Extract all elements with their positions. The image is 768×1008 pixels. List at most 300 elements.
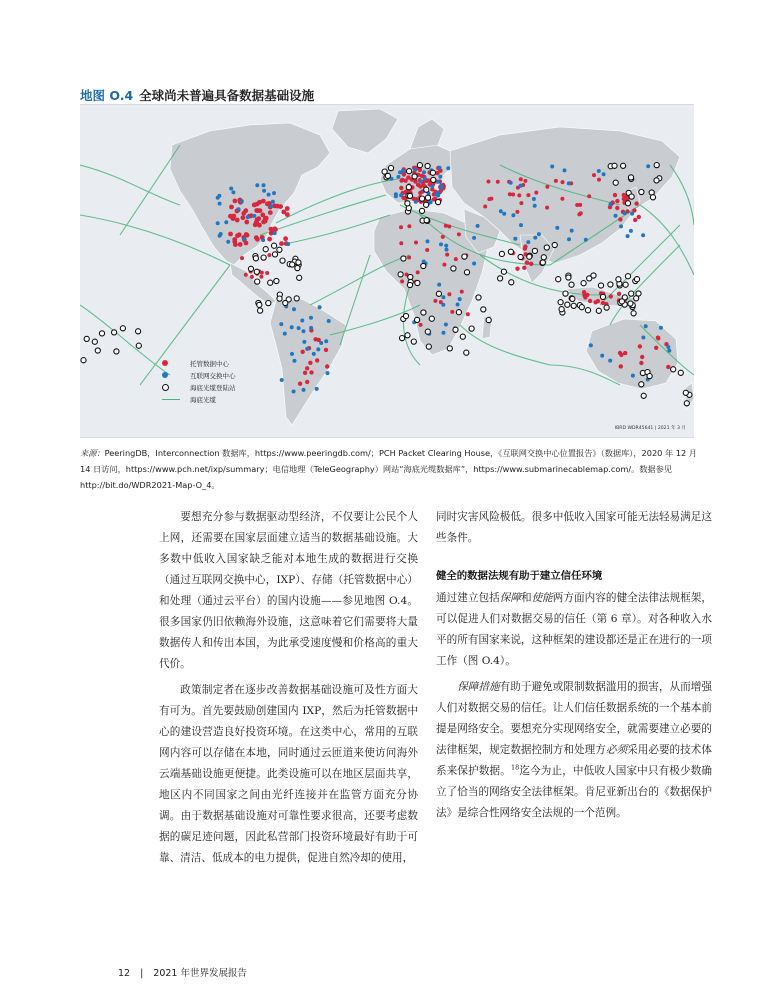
cable-path xyxy=(670,165,694,225)
data-center-marker xyxy=(522,266,526,270)
ixp-marker xyxy=(272,191,276,195)
ixp-marker xyxy=(246,215,250,219)
ixp-marker xyxy=(445,248,449,252)
landing-station-marker xyxy=(255,279,260,284)
landing-station-marker xyxy=(613,180,618,185)
right-column xyxy=(436,507,712,824)
landing-station-marker xyxy=(400,336,405,341)
landing-station-marker xyxy=(585,308,590,313)
landing-station-marker xyxy=(294,296,299,301)
ixp-marker xyxy=(286,242,290,246)
text-run: 迄今为止，中低收人国家中只有极少数确立了恰当的网络安全法律框架。肯尼亚新出台的《数据保护法》是综合性网络安全法规的一个范例。 xyxy=(436,765,713,819)
landing-station-marker xyxy=(120,326,125,331)
landing-station-marker xyxy=(569,282,574,287)
landing-station-marker xyxy=(581,281,586,286)
legend-item-data-center xyxy=(162,358,229,368)
data-center-marker xyxy=(534,191,538,195)
text-run: 采用必要的技术体系来保护数据。 xyxy=(436,744,713,777)
source-text: PeeringDB，Interconnection 数据库，https://www.peeringdb.com/；PCH Packet Clearing House，《互联网交换中心位置报告》（数据库），2020 年 12 月 14 日访问，https://www.pch.net/ixp/summary；电信地理（TeleGeography）网站“海底光缆数据库”，https://www.submarinecablemap.com/。数据参见 http://bit.do/WDR2021-Map-O_4。 xyxy=(80,448,697,490)
ixp-marker xyxy=(319,341,323,345)
landing-station-marker xyxy=(406,185,411,190)
map-title-text: 全球尚未普遍具备数据基础设施 xyxy=(139,88,315,103)
landing-station-marker xyxy=(254,269,259,274)
data-center-marker xyxy=(259,275,263,279)
ixp-marker xyxy=(550,165,554,169)
landing-station-marker xyxy=(420,196,425,201)
ixp-marker xyxy=(563,168,567,172)
data-center-marker xyxy=(308,361,312,365)
ixp-marker xyxy=(324,339,328,343)
landing-station-marker xyxy=(518,254,523,259)
data-center-marker xyxy=(487,197,491,201)
ixp-marker xyxy=(476,224,480,228)
data-center-marker xyxy=(240,256,244,260)
landing-station-marker xyxy=(297,275,302,280)
ixp-marker xyxy=(429,200,433,204)
ixp-marker xyxy=(513,237,517,241)
ixp-marker xyxy=(526,240,530,244)
data-center-marker xyxy=(265,202,270,207)
data-center-marker xyxy=(425,248,429,252)
data-center-marker xyxy=(447,225,451,229)
data-center-marker xyxy=(399,178,403,182)
footer-separator: | xyxy=(140,968,144,979)
data-center-marker xyxy=(244,220,249,225)
data-center-marker xyxy=(301,350,305,354)
ixp-marker xyxy=(273,231,277,235)
ixp-marker xyxy=(297,326,301,330)
footnote-ref[interactable]: 18 xyxy=(510,763,520,772)
data-center-marker xyxy=(275,204,280,209)
data-center-marker xyxy=(260,271,264,275)
landing-station-marker xyxy=(591,273,596,278)
ixp-marker xyxy=(414,200,418,204)
data-center-marker xyxy=(407,224,411,228)
landing-station-marker xyxy=(268,280,273,285)
data-center-marker xyxy=(450,310,454,314)
ixp-marker xyxy=(608,359,612,363)
ixp-marker xyxy=(667,349,671,353)
ixp-marker xyxy=(441,303,445,307)
landing-station-marker xyxy=(598,283,603,288)
ixp-marker xyxy=(434,193,438,197)
data-center-marker xyxy=(579,211,583,215)
data-center-marker xyxy=(267,253,271,257)
ixp-marker xyxy=(629,229,633,233)
source-label: 来源： xyxy=(80,448,105,458)
paragraph xyxy=(436,588,712,672)
source-note xyxy=(80,445,700,493)
north-america xyxy=(170,123,330,265)
legend-label: 互联网交换中心 xyxy=(190,371,236,380)
landing-station-marker xyxy=(430,170,435,175)
ixp-marker xyxy=(283,332,287,336)
landing-station-marker xyxy=(571,303,576,308)
data-center-marker xyxy=(433,299,437,303)
data-center-marker xyxy=(561,180,565,184)
landing-station-marker xyxy=(508,249,513,254)
landing-station-marker xyxy=(398,272,403,277)
data-center-marker xyxy=(457,232,461,236)
landing-station-marker xyxy=(407,193,412,198)
cable-path xyxy=(280,215,390,245)
ixp-marker xyxy=(584,238,588,242)
data-center-marker xyxy=(666,365,670,369)
data-center-marker xyxy=(244,273,248,277)
landing-station-marker xyxy=(540,260,545,265)
ixp-marker xyxy=(589,343,593,347)
ixp-marker xyxy=(309,326,313,330)
data-center-marker xyxy=(403,179,407,183)
data-center-marker xyxy=(228,232,233,237)
ixp-marker xyxy=(224,220,228,224)
ixp-marker xyxy=(619,224,623,228)
ixp-marker xyxy=(252,214,256,218)
data-center-marker xyxy=(483,205,487,209)
landing-station-marker xyxy=(654,178,659,183)
landing-station-marker xyxy=(411,339,416,344)
ixp-marker xyxy=(626,234,630,238)
ixp-marker xyxy=(302,340,306,344)
data-center-marker xyxy=(634,201,638,205)
landing-station-marker xyxy=(447,346,452,351)
landing-station-marker xyxy=(415,280,420,285)
ixp-marker xyxy=(231,190,235,194)
ixp-marker xyxy=(600,354,604,358)
page-number: 12 xyxy=(118,968,131,979)
data-center-marker xyxy=(517,193,521,197)
ixp-marker xyxy=(436,180,440,184)
data-center-marker xyxy=(241,211,246,216)
ixp-marker xyxy=(300,319,304,323)
data-center-marker xyxy=(487,180,491,184)
landing-station-marker xyxy=(425,329,430,334)
cable-path xyxy=(80,165,180,205)
landing-station-marker xyxy=(625,201,630,206)
landing-station-marker xyxy=(671,367,676,372)
landing-station-marker xyxy=(112,330,117,335)
data-center-marker xyxy=(418,168,422,172)
landing-station-marker xyxy=(629,291,634,296)
landing-station-marker xyxy=(424,202,429,207)
landing-station-marker xyxy=(616,277,621,282)
data-center-marker xyxy=(268,210,273,215)
text-run: 两方面内容的健全法律法规框架，可以促进人们对数据交易的信任（第 6 章）。对各种收入水平的所有国家来说，这种框架的建设都还是正在进行的一项工作（图 O.4）。 xyxy=(436,592,713,667)
text-run: 有助于避免或限制数据滥用的损害，从而增强人们对数据交易的信任。让人们信任数据系统的一个基本前提是网络安全。要想充分实现网络安全，就需要建立必要的法律框架，规定数据控制方和处理方 xyxy=(436,681,713,756)
data-center-marker xyxy=(601,301,605,305)
landing-station-marker xyxy=(424,187,429,192)
ixp-marker xyxy=(533,236,537,240)
data-center-marker xyxy=(281,210,286,215)
landing-station-marker xyxy=(636,291,641,296)
ixp-marker xyxy=(597,169,601,173)
landing-station-marker xyxy=(451,266,456,271)
landing-station-marker xyxy=(272,252,277,257)
map-id-note: IBRD WDR45641 | 2021 年 3 月 xyxy=(614,426,686,431)
data-center-marker xyxy=(255,237,260,242)
ixp-marker xyxy=(309,316,313,320)
landing-station-marker xyxy=(541,255,546,260)
landing-station-marker xyxy=(619,299,624,304)
data-center-marker xyxy=(265,271,269,275)
scandinavia xyxy=(410,119,444,149)
data-center-marker xyxy=(640,355,644,359)
map-title xyxy=(80,86,314,104)
data-center-marker xyxy=(400,279,404,283)
data-center-marker xyxy=(325,364,329,368)
landing-station-marker xyxy=(631,311,636,316)
ixp-marker xyxy=(614,214,618,218)
landing-station-marker xyxy=(570,296,575,301)
ixp-marker xyxy=(438,166,442,170)
landing-station-marker xyxy=(464,350,469,355)
landing-station-marker xyxy=(460,334,465,339)
ixp-marker xyxy=(666,345,670,349)
landing-station-marker xyxy=(114,349,119,354)
data-center-marker xyxy=(454,257,458,261)
data-center-marker xyxy=(309,370,313,374)
ixp-marker xyxy=(532,197,536,201)
data-center-marker xyxy=(554,179,558,183)
landing-station-marker xyxy=(401,256,406,261)
landing-station-marker xyxy=(566,275,571,280)
landing-station-marker xyxy=(469,326,474,331)
section-heading: 健全的数据法规有助于建立信任环境 xyxy=(436,570,603,582)
landing-station-marker xyxy=(436,200,441,205)
ixp-marker xyxy=(398,170,402,174)
landing-station-marker xyxy=(621,163,626,168)
data-center-marker xyxy=(637,215,641,219)
data-center-marker xyxy=(525,261,529,265)
data-center-marker xyxy=(523,246,527,250)
data-center-marker xyxy=(638,344,642,348)
landing-station-marker xyxy=(481,307,486,312)
landing-station-marker xyxy=(81,358,86,363)
landing-station-marker xyxy=(639,382,644,387)
ixp-marker xyxy=(318,305,322,309)
landing-station-marker xyxy=(421,263,426,268)
ixp-marker xyxy=(519,184,523,188)
landing-station-marker xyxy=(600,294,605,299)
ixp-marker xyxy=(555,226,559,230)
landing-station-marker xyxy=(258,308,263,313)
ixp-marker xyxy=(602,172,606,176)
landing-station-marker xyxy=(650,195,655,200)
legend-label: 海底光缆 xyxy=(190,395,216,404)
legend-label: 托管数据中心 xyxy=(190,359,229,368)
data-center-marker xyxy=(615,206,619,210)
ixp-marker xyxy=(219,232,223,236)
landing-station-marker xyxy=(623,282,628,287)
ixp-marker xyxy=(262,183,266,187)
ixp-marker xyxy=(646,164,650,168)
legend-item-cable xyxy=(162,394,216,404)
landing-station-marker xyxy=(501,269,506,274)
data-center-marker xyxy=(615,199,619,203)
ixp-marker xyxy=(472,262,476,266)
landing-station-marker xyxy=(253,256,258,261)
landing-station-marker xyxy=(453,327,458,332)
paragraph: 要想充分参与数据驱动型经济，不仅要让公民个人上网，还需要在国家层面建立适当的数据基础设施。大多数中低收入国家缺乏能对本地生成的数据进行交换（通过互联网交换中心，IXP）、存储（托管数据中心）和处理（通过云平台）的国内设施——参见地图 O.4。很多国家仍旧依赖海外设施，这意味着它们需要将大量数据传人和传出本国，为此承受速度慢和价格高的重大代价。 xyxy=(159,511,418,670)
ixp-marker xyxy=(439,183,443,187)
data-center-marker xyxy=(238,242,243,247)
landing-station-marker xyxy=(544,245,549,250)
landing-station-marker xyxy=(641,393,646,398)
left-column xyxy=(159,507,418,869)
ixp-marker xyxy=(396,175,400,179)
landing-station-marker xyxy=(421,310,426,315)
landing-station-marker xyxy=(248,266,253,271)
data-center-marker xyxy=(519,201,523,205)
data-center-marker xyxy=(263,219,268,224)
landing-station-marker xyxy=(499,251,504,256)
ixp-marker xyxy=(641,336,645,340)
data-center-marker xyxy=(414,241,418,245)
landing-station-marker xyxy=(684,401,689,406)
report-title: 2021 年世界发展报告 xyxy=(153,968,247,979)
data-center-marker xyxy=(303,371,307,375)
ixp-marker xyxy=(293,359,297,363)
ixp-marker xyxy=(644,324,648,328)
ixp-marker xyxy=(511,213,515,217)
landing-station-marker xyxy=(136,329,141,334)
landing-station-marker xyxy=(280,258,285,263)
data-center-marker xyxy=(315,358,319,362)
data-center-marker xyxy=(515,210,519,214)
landing-station-marker xyxy=(654,163,659,168)
legend-item-landing-station xyxy=(162,382,236,392)
ixp-marker xyxy=(226,240,230,244)
data-center-marker xyxy=(519,177,523,181)
data-center-marker xyxy=(256,208,261,213)
ixp-marker xyxy=(305,347,309,351)
ixp-marker xyxy=(458,297,462,301)
ixp-marker xyxy=(631,374,635,378)
ixp-marker xyxy=(413,168,417,172)
ixp-marker xyxy=(641,233,645,237)
ixp-marker xyxy=(290,325,294,329)
landing-station-marker xyxy=(628,175,633,180)
data-center-marker xyxy=(283,236,288,241)
data-center-marker xyxy=(526,193,530,197)
data-center-marker xyxy=(250,275,254,279)
ixp-marker xyxy=(502,212,506,216)
map-number: 地图 O.4 xyxy=(80,88,134,103)
landing-station-marker xyxy=(277,296,282,301)
landing-station-marker xyxy=(563,291,568,296)
data-center-marker xyxy=(305,380,309,384)
data-center-marker xyxy=(460,290,464,294)
landing-station-marker xyxy=(415,317,420,322)
landing-station-marker xyxy=(565,302,570,307)
data-center-marker xyxy=(244,241,249,246)
ixp-marker xyxy=(399,193,403,197)
data-center-marker xyxy=(233,199,238,204)
landing-station-marker xyxy=(424,218,429,223)
landing-station-marker xyxy=(277,247,282,252)
ixp-marker xyxy=(271,200,275,204)
data-center-marker xyxy=(588,299,592,303)
text-run: 通过建立包括 xyxy=(436,592,500,604)
ixp-marker xyxy=(262,189,266,193)
ixp-marker xyxy=(441,295,445,299)
landing-station-marker xyxy=(556,277,561,282)
data-center-marker xyxy=(618,217,622,221)
data-center-marker xyxy=(285,206,290,211)
landing-station-marker xyxy=(532,248,537,253)
landing-station-marker xyxy=(92,339,97,344)
landing-station-marker xyxy=(385,173,390,178)
ixp-marker xyxy=(327,319,331,323)
red-dot-icon xyxy=(162,360,168,366)
data-center-marker xyxy=(256,216,261,221)
data-center-marker xyxy=(252,203,257,208)
data-center-marker xyxy=(399,225,403,229)
data-center-marker xyxy=(444,224,448,228)
ixp-marker xyxy=(312,352,316,356)
landing-station-marker xyxy=(425,163,430,168)
ixp-marker xyxy=(446,166,450,170)
blue-dot-icon xyxy=(162,372,168,378)
italic-term: 保障 xyxy=(499,592,521,604)
ixp-marker xyxy=(216,221,220,225)
ixp-marker xyxy=(426,239,430,243)
ixp-marker xyxy=(609,202,613,206)
landing-station-marker xyxy=(405,333,410,338)
landing-station-marker xyxy=(290,262,295,267)
ixp-marker xyxy=(630,212,634,216)
landing-station-marker xyxy=(683,390,688,395)
italic-term: 使能 xyxy=(531,592,553,604)
data-center-marker xyxy=(508,192,512,196)
data-center-marker xyxy=(529,262,533,266)
page-footer xyxy=(118,965,247,979)
ixp-marker xyxy=(537,232,541,236)
landing-station-marker xyxy=(407,169,412,174)
landing-station-marker xyxy=(498,276,503,281)
landing-station-marker xyxy=(579,305,584,310)
paragraph xyxy=(436,677,712,824)
ixp-marker xyxy=(419,180,423,184)
landing-station-marker xyxy=(456,310,461,315)
landing-station-marker xyxy=(388,166,393,171)
data-center-marker xyxy=(545,206,549,210)
landing-station-marker xyxy=(436,291,441,296)
ixp-marker xyxy=(302,329,306,333)
data-center-marker xyxy=(623,351,627,355)
landing-station-marker xyxy=(628,301,633,306)
data-center-marker xyxy=(633,218,637,222)
ixp-marker xyxy=(229,187,233,191)
landing-station-marker xyxy=(412,174,417,179)
data-center-marker xyxy=(279,241,284,246)
landing-station-marker xyxy=(257,302,262,307)
landing-station-marker xyxy=(462,254,467,259)
data-center-marker xyxy=(578,203,582,207)
greenland xyxy=(332,109,398,153)
landing-station-marker xyxy=(266,301,271,306)
ixp-marker xyxy=(533,204,537,208)
world-map xyxy=(80,104,694,438)
landing-station-marker xyxy=(272,243,277,248)
text-run: 和 xyxy=(520,592,532,604)
ixp-marker xyxy=(240,199,244,203)
ixp-marker xyxy=(472,236,476,240)
ixp-marker xyxy=(439,242,443,246)
data-center-marker xyxy=(298,382,302,386)
data-center-marker xyxy=(656,336,660,340)
landing-station-marker xyxy=(95,348,100,353)
